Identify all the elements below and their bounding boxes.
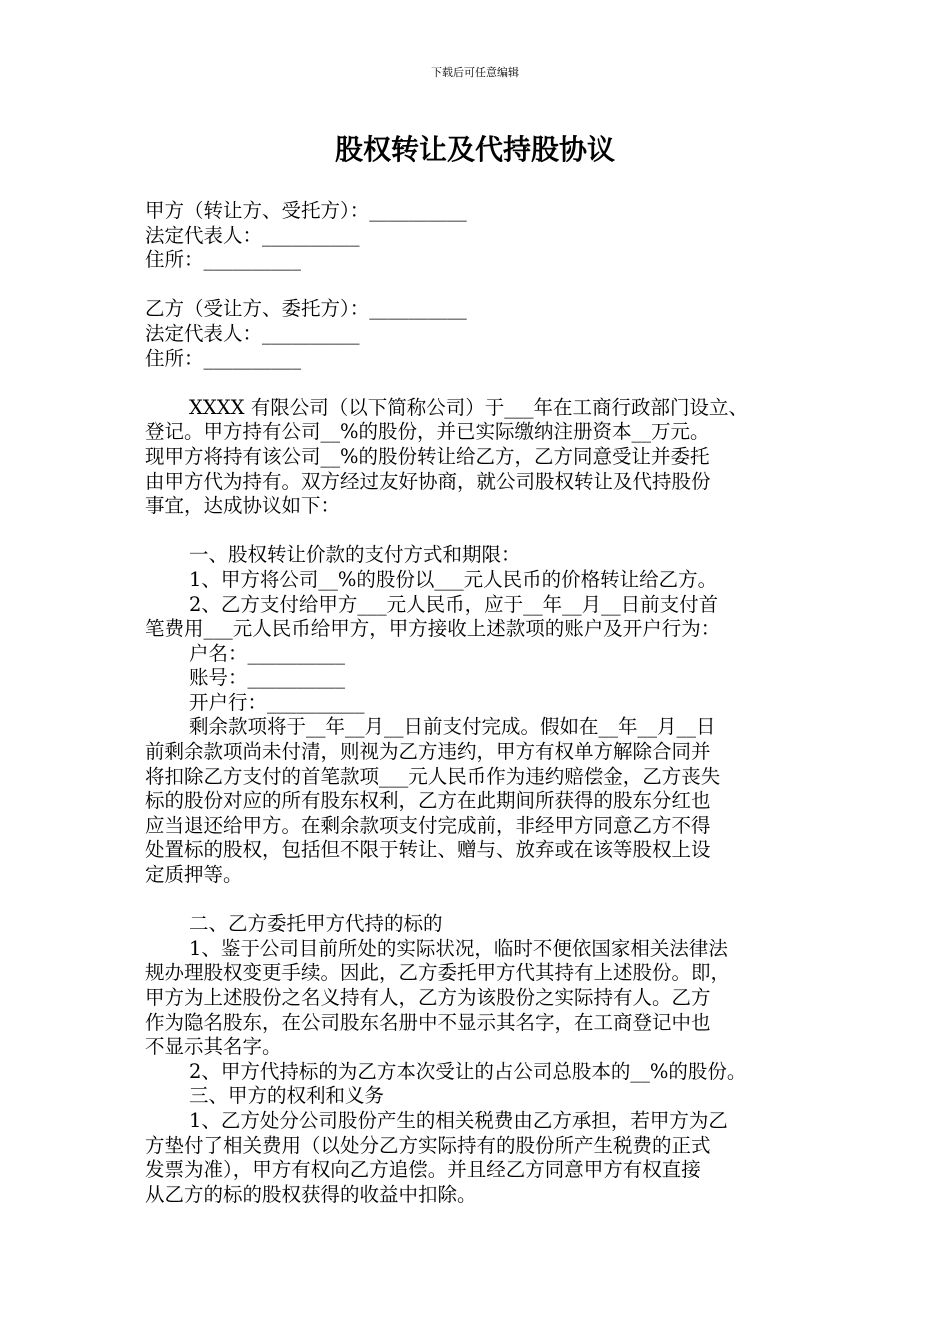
- preamble-line: 现甲方将持有该公司__%的股份转让给乙方，乙方同意受让并委托: [145, 444, 710, 468]
- section2-item1-line: 甲方为上述股份之名义持有人，乙方为该股份之实际持有人。乙方: [145, 986, 711, 1009]
- spacer: [145, 371, 815, 396]
- spacer: [145, 888, 815, 913]
- section2-item1-line: 规办理股权变更手续。因此，乙方委托甲方代其持有上述股份。即，: [145, 961, 731, 985]
- section1-item1: 1、甲方将公司__%的股份以___元人民币的价格转让给乙方。: [189, 567, 718, 591]
- remaining-payment-line: 剩余款项将于__年__月__日前支付完成。假如在__年__月__日: [189, 715, 716, 739]
- preamble-line: 事宜，达成协议如下：: [145, 494, 341, 518]
- account-number-field: 账号：__________: [189, 666, 346, 690]
- remaining-payment-line: 前剩余款项尚未付清，则视为乙方违约，甲方有权单方解除合同并: [145, 740, 711, 764]
- section1-heading: 一、股权转让价款的支付方式和期限：: [189, 543, 521, 567]
- preamble-line: 登记。甲方持有公司__%的股份，并已实际缴纳注册资本__万元。: [145, 420, 710, 444]
- section2-item1-line: 作为隐名股东，在公司股东名册中不显示其名字，在工商登记中也: [145, 1010, 711, 1034]
- section2-item1-line: 1、鉴于公司目前所处的实际状况，临时不便依国家相关法律法: [189, 936, 728, 960]
- spacer: [145, 273, 815, 298]
- remaining-payment-line: 定质押等。: [145, 863, 243, 887]
- remaining-payment-line: 应当退还给甲方。在剩余款项支付完成前，非经甲方同意乙方不得: [145, 813, 711, 837]
- section3-item1-line: 1、乙方处分公司股份产生的相关税费由乙方承担，若甲方为乙: [189, 1108, 728, 1132]
- preamble-line: 由甲方代为持有。双方经过友好协商，就公司股权转让及代持股份: [145, 469, 711, 493]
- section2-heading: 二、乙方委托甲方代持的标的: [189, 912, 443, 936]
- section2-item2: 2、甲方代持标的为乙方本次受让的占公司总股本的__%的股份。: [189, 1059, 747, 1083]
- preamble-line: XXXX 有限公司（以下简称公司）于___年在工商行政部门设立、: [189, 395, 748, 419]
- party-a-legal-rep: 法定代表人：__________: [145, 223, 360, 247]
- bank-field: 开户行：__________: [189, 690, 365, 714]
- section1-item2-line: 笔费用___元人民币给甲方，甲方接收上述款项的账户及开户行为：: [145, 617, 721, 641]
- document-title: 股权转让及代持股协议: [334, 133, 615, 166]
- document-body: [145, 199, 815, 1207]
- section3-heading: 三、甲方的权利和义务: [189, 1084, 385, 1108]
- section2-item1-line: 不显示其名字。: [145, 1035, 282, 1059]
- account-name-field: 户名：__________: [189, 641, 346, 665]
- section3-item1-line: 方垫付了相关费用（以处分乙方实际持有的股份所产生税费的正式: [145, 1133, 711, 1157]
- section3-item1-line: 发票为准），甲方有权向乙方追偿。并且经乙方同意甲方有权直接: [145, 1158, 701, 1182]
- spacer: [145, 519, 815, 544]
- party-b-line: 乙方（受让方、委托方）：__________: [145, 297, 467, 321]
- party-a-line: 甲方（转让方、受托方）：__________: [145, 199, 467, 222]
- section1-item2-line: 2、乙方支付给甲方___元人民币，应于__年__月__日前支付首: [189, 592, 719, 616]
- remaining-payment-line: 标的股份对应的所有股东权利，乙方在此期间所获得的股东分红也: [145, 789, 711, 813]
- party-a-address: 住所：__________: [145, 248, 302, 272]
- remaining-payment-line: 处置标的股权，包括但不限于转让、赠与、放弃或在该等股权上设: [145, 838, 711, 862]
- party-b-address: 住所：__________: [145, 346, 302, 370]
- section3-item1-line: 从乙方的标的股权获得的收益中扣除。: [145, 1182, 477, 1206]
- party-b-legal-rep: 法定代表人：__________: [145, 321, 360, 345]
- header-note: 下载后可任意编辑: [431, 66, 519, 79]
- remaining-payment-line: 将扣除乙方支付的首笔款项___元人民币作为违约赔偿金，乙方丧失: [145, 764, 721, 788]
